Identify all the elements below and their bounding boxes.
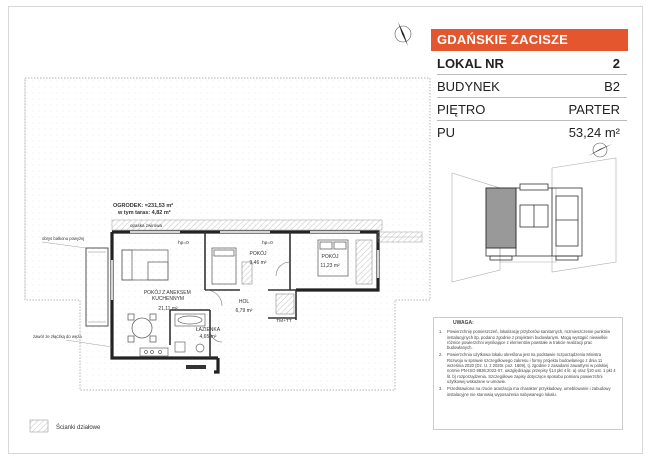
room-area-bathroom: 4,65 m² [199,334,217,340]
hp-label-2: hp=0 [262,241,273,246]
terrace-label: w tym taras: 4,82 m² [118,210,171,216]
info-label-area: PU [437,124,456,140]
info-label-floor: PIĘTRO [437,101,486,117]
note-item [439,386,617,397]
divider [437,97,627,98]
room-area-bedroom-2: 11,23 m² [320,263,340,269]
north-arrow-icon [395,22,411,46]
legend-label: Ścianki działowe [56,425,101,431]
room-name-bathroom: ŁAZIENKA [195,327,221,333]
utility-label: TM+TT [276,319,292,324]
legend-swatch [30,420,48,432]
note-text: Powierzchnia użytkowa lokalu określona jest na podstawie rozporządzenia Ministra Rozwoju w sprawie szczegółowego zakresu i formy projektu budowlanego z dnia 11 września 2020 (Dz. U. z 2020r. poz. 1609), tj. zgodnie z zasadami zawartymi w polskiej normie PN-ISO 9836:2022-07, uwzględniając przepisy §14 pkt 4 lit. a) oraz §20 ust. 1 pkt 4 lit. b) rozporządzenia. Szczegółowe zapisy dotyczące sposobu pomiaru powierzchni użytkowej wskazane w umowie. [447,352,616,384]
note-text: Przedstawiona na rzucie aranżacja ma charakter przykładowy, umeblowanie i zabudowy instalacyjne nie stanowią wyposażenia nabywanego lokalu. [447,386,611,397]
room-name-living-line1: POKÓJ Z ANEKSEM [143,290,191,296]
divider [437,74,627,75]
valve-label: zawór ze złączką do węża [33,334,82,339]
info-row-building [437,76,620,96]
room-area-hall: 6,79 m² [235,308,253,314]
hp-label-1: hp=0 [178,241,189,246]
info-value-unit: 2 [612,55,620,71]
info-value-building: B2 [604,78,620,94]
project-title: GDAŃSKIE ZACISZE [431,29,628,51]
garden-label: OGRODEK: =231,53 m² [113,203,174,209]
notes-heading: UWAGA: [453,320,474,326]
info-row-unit [437,53,620,73]
info-row-floor [437,99,620,119]
info-label-building: BUDYNEK [437,78,500,94]
balcony-label: obrys balkonu powyżej [42,236,85,241]
key-north-arrow-icon [588,143,612,157]
note-text: Powierzchnię pomieszczeń, lokalizację przyborów sanitarnych, rozmieszczenie punktów instalacyjnych itp. podano zgodnie z projektem budowlanym. Mogą wystąpić niewielkie różnice powierzchni wynikające z elementów powstałe w trakcie realizacji prac budowlanych. [447,329,611,351]
room-name-bedroom-1: POKÓJ [249,251,267,257]
room-area-bedroom-1: 9,46 m² [249,260,267,266]
room-name-bedroom-2: POKÓJ [321,254,339,260]
room-name-hall: HOL [238,299,250,305]
room-area-living: 21,11 m² [158,306,178,312]
key-building [486,184,582,260]
divider [437,120,627,121]
gravel-label: opaska żwirowa [130,223,163,228]
note-number: 1. [439,329,443,335]
note-number: 2. [439,352,443,358]
note-item [439,329,617,350]
info-label-unit: LOKAL NR [437,55,504,71]
room-name-living-line2: KUCHENNYM [151,296,185,302]
note-number: 3. [439,386,443,392]
info-value-area: 53,24 m² [568,124,620,140]
note-item [439,352,617,384]
info-value-floor: PARTER [568,101,620,117]
info-row-area [437,122,620,142]
notes-box [433,317,623,430]
